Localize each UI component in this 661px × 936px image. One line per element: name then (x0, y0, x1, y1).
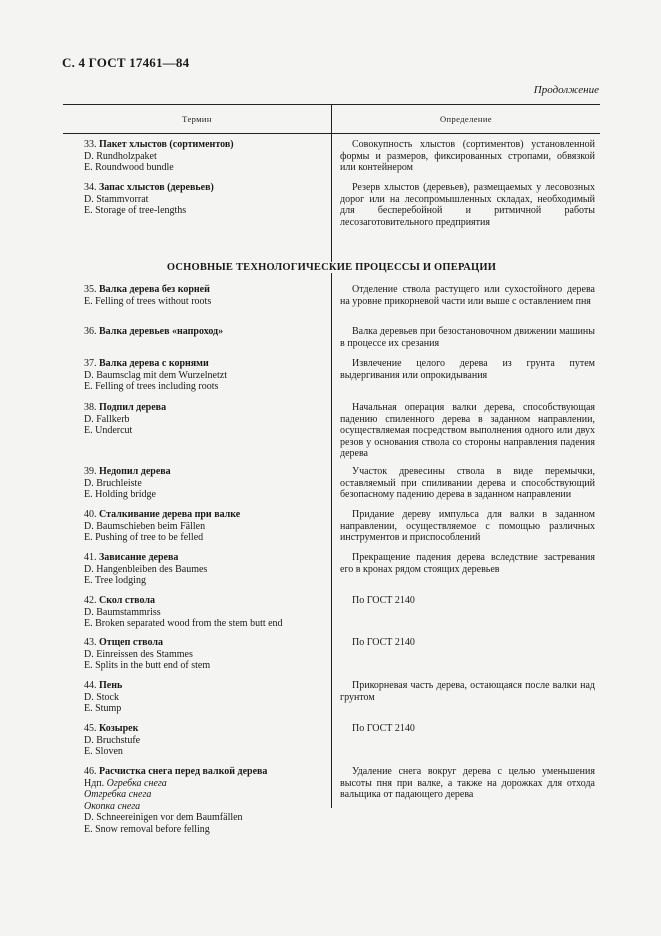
table-header (63, 104, 600, 134)
term-ru: Расчистка снега перед валкой дерева (99, 766, 268, 777)
term-ru: Подпил дерева (99, 402, 167, 413)
terms-table (63, 104, 600, 835)
term-cell: 41. Зависание дерева D. Hangenbleiben des Baumes E. Tree lodging (84, 552, 329, 587)
definition-cell: Прикорневая часть дерева, остающаяся после валки над грунтом (340, 680, 595, 703)
term-alt: Огребка снега (106, 777, 167, 789)
term-en: E. Undercut (84, 425, 133, 437)
definition-cell: Начальная операция валки дерева, способствующая падению спиленного дерева в заданном направлении, осуществляемая посредством выполнения одного или двух резов у основания ствола со стороны направления падения дерева (340, 402, 595, 460)
term-en: E. Felling of trees including roots (84, 381, 219, 393)
term-de: D. Baumsclag mit dem Wurzelnetzt (84, 369, 227, 381)
ndp-label: Ндп. (84, 777, 105, 789)
term-en: E. Stump (84, 703, 122, 715)
term-ru: Пень (99, 680, 123, 691)
term-en: E. Felling of trees without roots (84, 295, 212, 307)
term-cell: 40. Сталкивание дерева при валке D. Baumschieben beim Fällen E. Pushing of tree to be felled (84, 509, 329, 544)
definition-cell: По ГОСТ 2140 (352, 723, 415, 734)
column-divider (331, 134, 332, 808)
definition-cell: Участок древесины ствола в виде перемычки, оставляемый при спиливании дерева и способствующий безопасному падению дерева в заданном направлении (340, 466, 595, 501)
term-de: D. Baumschieben beim Fällen (84, 520, 206, 532)
term-ru: Валка дерева с корнями (99, 358, 209, 369)
term-alt: Окопка снега (84, 800, 141, 812)
term-en: E. Storage of tree-lengths (84, 205, 187, 217)
term-cell: 33. Пакет хлыстов (сортиментов) D. Rundholzpaket E. Roundwood bundle (84, 139, 329, 174)
term-de: D. Hangenbleiben des Baumes (84, 563, 208, 575)
definition-cell: Удаление снега вокруг дерева с целью уменьшения высоты пня при валке, а также на дорожках для отхода вальщика от падающего дерева (340, 766, 595, 801)
term-en: E. Snow removal before felling (84, 823, 210, 835)
term-en: E. Sloven (84, 746, 123, 758)
column-header-definition: Определение (440, 114, 492, 124)
section-title: ОСНОВНЫЕ ТЕХНОЛОГИЧЕСКИЕ ПРОЦЕССЫ И ОПЕРАЦИИ (63, 262, 600, 273)
definition-cell: Прекращение падения дерева вследствие застревания его в кронах рядом стоящих деревьев (340, 552, 595, 575)
term-cell: 39. Недопил дерева D. Bruchleiste E. Holding bridge (84, 466, 329, 501)
term-ru: Скол ствола (99, 595, 155, 606)
term-ru: Валка деревьев «напроход» (99, 326, 224, 337)
term-en: E. Holding bridge (84, 489, 156, 501)
definition-cell: Валка деревьев при безостановочном движении машины в процессе их срезания (340, 326, 595, 349)
term-cell: 42. Скол ствола D. Baumstammriss E. Broken separated wood from the stem butt end (84, 595, 329, 630)
definition-cell: По ГОСТ 2140 (352, 637, 415, 648)
term-de: D. Stock (84, 691, 119, 703)
page-header: С. 4 ГОСТ 17461—84 (62, 55, 190, 70)
term-cell: 45. Козырек D. Bruchstufe E. Sloven (84, 723, 329, 758)
term-cell: 43. Отщеп ствола D. Einreissen des Stammes E. Splits in the butt end of stem (84, 637, 329, 672)
term-ru: Валка дерева без корней (99, 284, 210, 295)
term-en: E. Roundwood bundle (84, 162, 174, 174)
term-ru: Запас хлыстов (деревьев) (99, 182, 214, 193)
term-de: D. Bruchleiste (84, 477, 142, 489)
definition-cell: Совокупность хлыстов (сортиментов) установленной формы и размеров, фиксированных стропами, обвязкой или контейнером (340, 139, 595, 174)
term-de: D. Baumstammriss (84, 606, 161, 618)
term-en: E. Tree lodging (84, 575, 146, 587)
continuation-label: Продолжение (533, 84, 599, 96)
term-de: D. Schneereinigen vor dem Baumfällen (84, 812, 243, 824)
term-ru: Отщеп ствола (99, 637, 163, 648)
term-cell: 46. Расчистка снега перед валкой дерева Ндп. Огребка снега Отгребка снега Окопка снега D. Schneereinigen vor dem Baumfällen E. Snow removal before felling (84, 766, 329, 836)
term-cell: 38. Подпил дерева D. Fallkerb E. Undercut (84, 402, 329, 437)
term-ru: Козырек (99, 723, 139, 734)
term-alt: Отгребка снега (84, 789, 152, 801)
definition-cell: Отделение ствола растущего или сухостойного дерева на уровне прикорневой части или выше с оставлением пня (340, 284, 595, 307)
term-ru: Пакет хлыстов (сортиментов) (99, 139, 234, 150)
term-ru: Недопил дерева (99, 466, 171, 477)
term-de: D. Stammvorrat (84, 193, 149, 205)
definition-cell: Придание дереву импульса для валки в заданном направлении, осуществляемое с помощью различных инструментов и приспособлений (340, 509, 595, 544)
term-ru: Сталкивание дерева при валке (99, 509, 241, 520)
term-en: E. Broken separated wood from the stem butt end (84, 618, 283, 630)
term-en: E. Splits in the butt end of stem (84, 660, 211, 672)
definition-cell: По ГОСТ 2140 (352, 595, 415, 606)
column-header-term: Термин (63, 105, 332, 133)
term-de: D. Fallkerb (84, 413, 130, 425)
term-de: D. Rundholzpaket (84, 150, 157, 162)
term-de: D. Einreissen des Stammes (84, 648, 193, 660)
term-cell: 34. Запас хлыстов (деревьев) D. Stammvorrat E. Storage of tree-lengths (84, 182, 329, 217)
term-cell: 44. Пень D. Stock E. Stump (84, 680, 329, 715)
term-ru: Зависание дерева (99, 552, 179, 563)
definition-cell: Извлечение целого дерева из грунта путем выдергивания или опрокидывания (340, 358, 595, 381)
term-de: D. Bruchstufe (84, 734, 141, 746)
term-cell: 36. Валка деревьев «напроход» (84, 326, 224, 337)
term-cell: 35. Валка дерева без корней E. Felling of trees without roots (84, 284, 329, 307)
term-cell: 37. Валка дерева с корнями D. Baumsclag mit dem Wurzelnetzt E. Felling of trees including roots (84, 358, 329, 393)
definition-cell: Резерв хлыстов (деревьев), размещаемых у лесовозных дорог или на лесопромышленных складах, необходимый для бесперебойной и ритмичной работы лесозаготовительного предприятия (340, 182, 595, 228)
term-en: E. Pushing of tree to be felled (84, 532, 204, 544)
